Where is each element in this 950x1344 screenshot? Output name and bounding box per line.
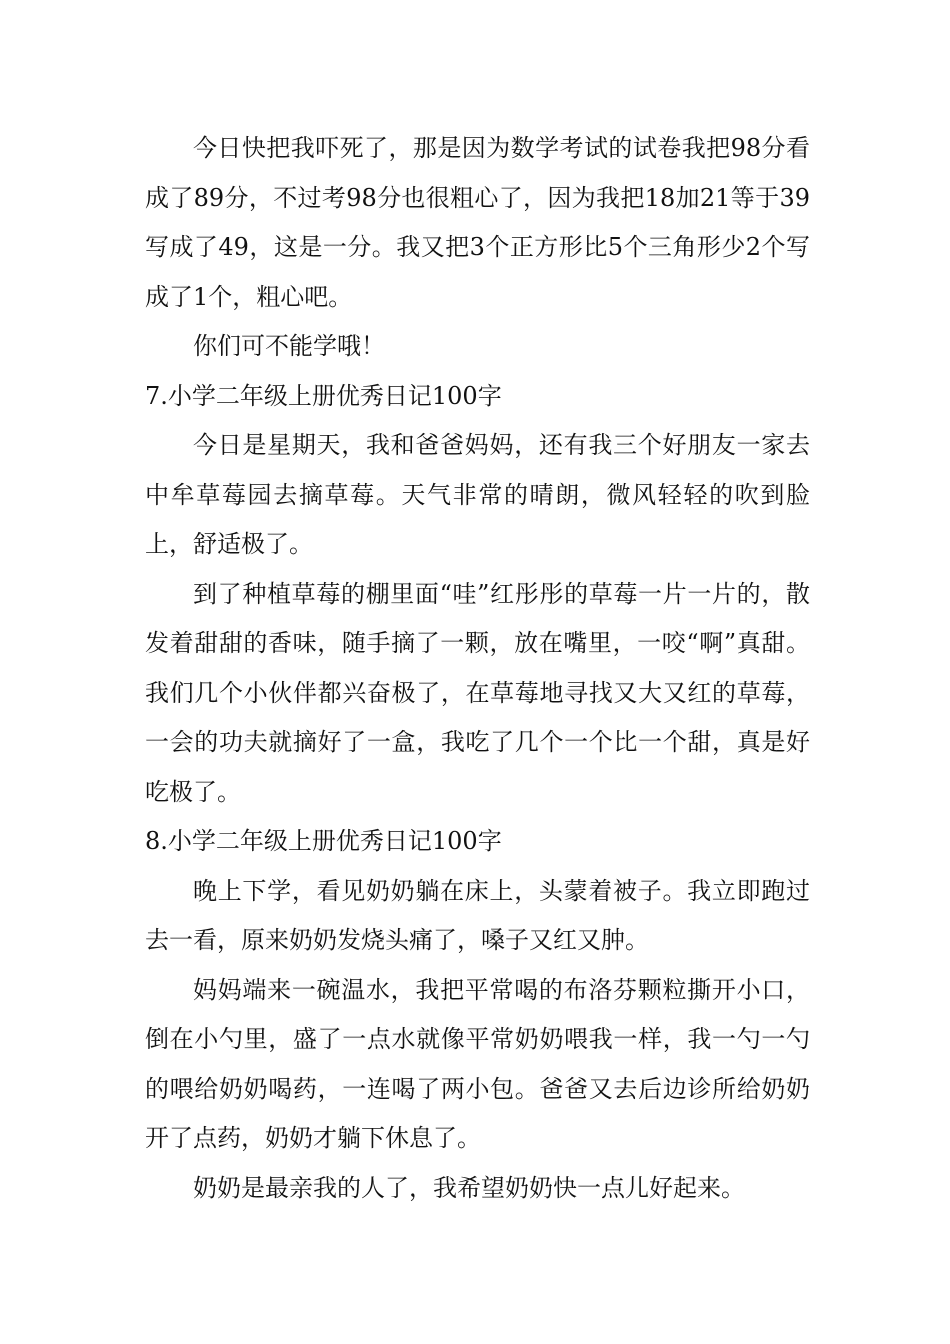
section-heading: 8.小学二年级上册优秀日记100字 bbox=[145, 827, 502, 855]
paragraph: 你们可不能学哦！ bbox=[193, 332, 385, 360]
paragraph: 今日是星期天，我和爸爸妈妈，还有我三个好朋友一家去中牟草莓园去摘草莓。天气非常的晴朗，微风轻轻的吹到脸上，舒适极了。 bbox=[145, 431, 810, 558]
paragraph: 奶奶是最亲我的人了，我希望奶奶快一点儿好起来。 bbox=[193, 1173, 745, 1202]
paragraph: 今日快把我吓死了，那是因为数学考试的试卷我把98分看成了89分，不过考98分也很粗心了，因为我把18加21等于39写成了49，这是一分。我又把3个正方形比5个三角形少2个写成了1个，粗心吧。 bbox=[145, 134, 810, 311]
paragraph: 晚上下学，看见奶奶躺在床上，头蒙着被子。我立即跑过去一看，原来奶奶发烧头痛了，嗓子又红又肿。 bbox=[145, 876, 810, 954]
paragraph: 到了种植草莓的棚里面“哇”红彤彤的草莓一片一片的，散发着甜甜的香味，随手摘了一颗，放在嘴里，一咬“啊”真甜。我们几个小伙伴都兴奋极了，在草莓地寻找又大又红的草莓，一会的功夫就摘好了一盒，我吃了几个一个比一个甜，真是好吃极了。 bbox=[145, 579, 810, 806]
document-body bbox=[145, 124, 810, 1213]
section-heading: 7.小学二年级上册优秀日记100字 bbox=[145, 381, 502, 410]
paragraph: 妈妈端来一碗温水，我把平常喝的布洛芬颗粒撕开小口，倒在小勺里，盛了一点水就像平常奶奶喂我一样，我一勺一勺的喂给奶奶喝药，一连喝了两小包。爸爸又去后边诊所给奶奶开了点药，奶奶才躺下休息了。 bbox=[145, 975, 810, 1152]
